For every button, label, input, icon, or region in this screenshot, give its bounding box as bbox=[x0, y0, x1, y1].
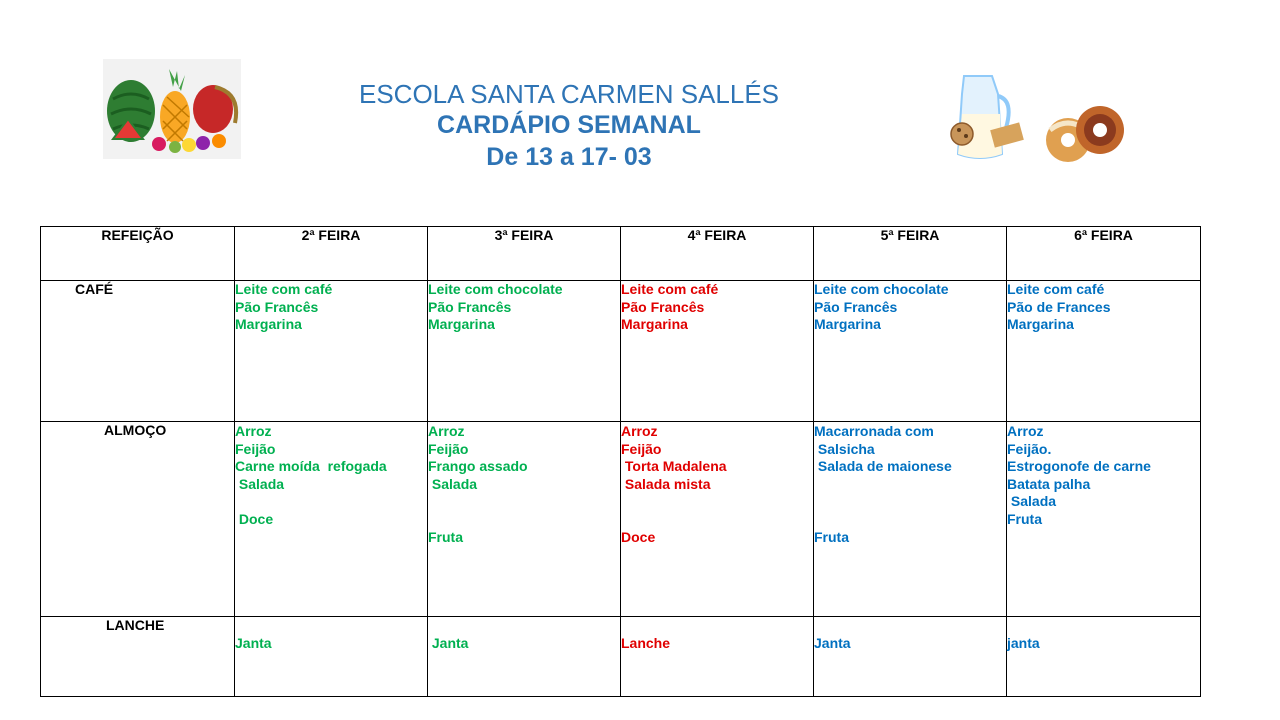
menu-item: Torta Madalena bbox=[621, 458, 727, 475]
menu-item: Salada bbox=[1007, 493, 1057, 510]
menu-item bbox=[428, 493, 620, 511]
menu-item: Salada bbox=[428, 475, 478, 492]
menu-item: Margarina bbox=[814, 316, 881, 333]
menu-item: Janta bbox=[235, 635, 272, 651]
menu-item: Pão Francês bbox=[235, 298, 319, 315]
menu-cell bbox=[621, 617, 814, 697]
menu-header bbox=[300, 78, 838, 173]
menu-item bbox=[814, 476, 1006, 494]
menu-cell bbox=[814, 617, 1007, 697]
menu-item: Pão de Frances bbox=[1007, 298, 1111, 315]
column-header: 4ª FEIRA bbox=[621, 227, 814, 281]
menu-item: Fruta bbox=[1007, 510, 1042, 527]
menu-item: Arroz bbox=[621, 423, 658, 439]
menu-dates: De 13 a 17- 03 bbox=[486, 143, 652, 171]
menu-cell bbox=[1007, 422, 1201, 617]
menu-item: Janta bbox=[428, 635, 469, 651]
menu-item bbox=[235, 493, 427, 511]
menu-item: Pão Francês bbox=[814, 298, 898, 315]
table-row bbox=[41, 281, 1201, 422]
menu-item bbox=[814, 493, 1006, 511]
menu-cell bbox=[1007, 617, 1201, 697]
menu-item: Leite com chocolate bbox=[814, 281, 949, 297]
menu-cell bbox=[621, 422, 814, 617]
menu-item: Salada mista bbox=[621, 475, 711, 492]
meal-label: CAFÉ bbox=[41, 281, 235, 422]
menu-item: Salsicha bbox=[814, 440, 875, 457]
menu-cell bbox=[621, 281, 814, 422]
menu-item bbox=[814, 511, 1006, 529]
menu-cell bbox=[235, 422, 428, 617]
menu-item: Margarina bbox=[235, 316, 302, 333]
menu-table bbox=[40, 226, 1201, 697]
school-name: ESCOLA SANTA CARMEN SALLÉS bbox=[359, 79, 779, 109]
menu-cell bbox=[235, 281, 428, 422]
menu-item: Doce bbox=[235, 510, 274, 527]
menu-item: Leite com café bbox=[235, 281, 333, 297]
menu-item bbox=[621, 493, 813, 511]
menu-cell bbox=[814, 422, 1007, 617]
menu-item: Pão Francês bbox=[621, 298, 705, 315]
menu-item: Arroz bbox=[1007, 423, 1044, 439]
menu-item: Fruta bbox=[814, 528, 849, 545]
menu-item: Leite com chocolate bbox=[428, 281, 563, 297]
menu-item: Feijão bbox=[428, 440, 469, 457]
menu-item: Margarina bbox=[1007, 316, 1074, 333]
menu-item: Arroz bbox=[428, 423, 465, 439]
menu-subtitle: CARDÁPIO SEMANAL bbox=[437, 111, 701, 139]
menu-item: Fruta bbox=[428, 528, 463, 545]
menu-item: Margarina bbox=[428, 316, 495, 333]
menu-cell bbox=[1007, 281, 1201, 422]
milk-cookies-donuts-illustration bbox=[940, 64, 1130, 174]
menu-item: janta bbox=[1007, 635, 1040, 651]
menu-item bbox=[428, 511, 620, 529]
menu-item: Leite com café bbox=[1007, 281, 1105, 297]
meal-label: ALMOÇO bbox=[41, 422, 235, 617]
menu-item: Estrogonofe de carne bbox=[1007, 458, 1151, 475]
menu-item: Salada de maionese bbox=[814, 458, 952, 475]
column-header: REFEIÇÃO bbox=[41, 227, 235, 281]
menu-item: Doce bbox=[621, 528, 656, 545]
menu-cell bbox=[235, 617, 428, 697]
menu-item: Carne moída refogada bbox=[235, 458, 387, 475]
meal-label: LANCHE bbox=[41, 617, 235, 697]
menu-item: Feijão bbox=[621, 440, 662, 457]
menu-item: Arroz bbox=[235, 423, 272, 439]
menu-item: Feijão bbox=[235, 440, 276, 457]
table-row bbox=[41, 422, 1201, 617]
menu-item: Salada bbox=[235, 475, 285, 492]
column-header: 6ª FEIRA bbox=[1007, 227, 1201, 281]
menu-cell bbox=[428, 422, 621, 617]
column-header: 5ª FEIRA bbox=[814, 227, 1007, 281]
table-header-row bbox=[41, 227, 1201, 281]
menu-item bbox=[621, 511, 813, 529]
table-row bbox=[41, 617, 1201, 697]
menu-cell bbox=[814, 281, 1007, 422]
menu-item: Batata palha bbox=[1007, 475, 1091, 492]
menu-item: Macarronada com bbox=[814, 423, 934, 439]
menu-item: Feijão. bbox=[1007, 440, 1052, 457]
fruits-illustration bbox=[103, 59, 241, 159]
menu-item: Margarina bbox=[621, 316, 688, 333]
menu-item: Leite com café bbox=[621, 281, 719, 297]
menu-cell bbox=[428, 281, 621, 422]
menu-item: Lanche bbox=[621, 635, 671, 651]
menu-item: Pão Francês bbox=[428, 298, 512, 315]
menu-item: Janta bbox=[814, 635, 851, 651]
column-header: 3ª FEIRA bbox=[428, 227, 621, 281]
menu-cell bbox=[428, 617, 621, 697]
column-header: 2ª FEIRA bbox=[235, 227, 428, 281]
menu-item: Frango assado bbox=[428, 458, 528, 475]
